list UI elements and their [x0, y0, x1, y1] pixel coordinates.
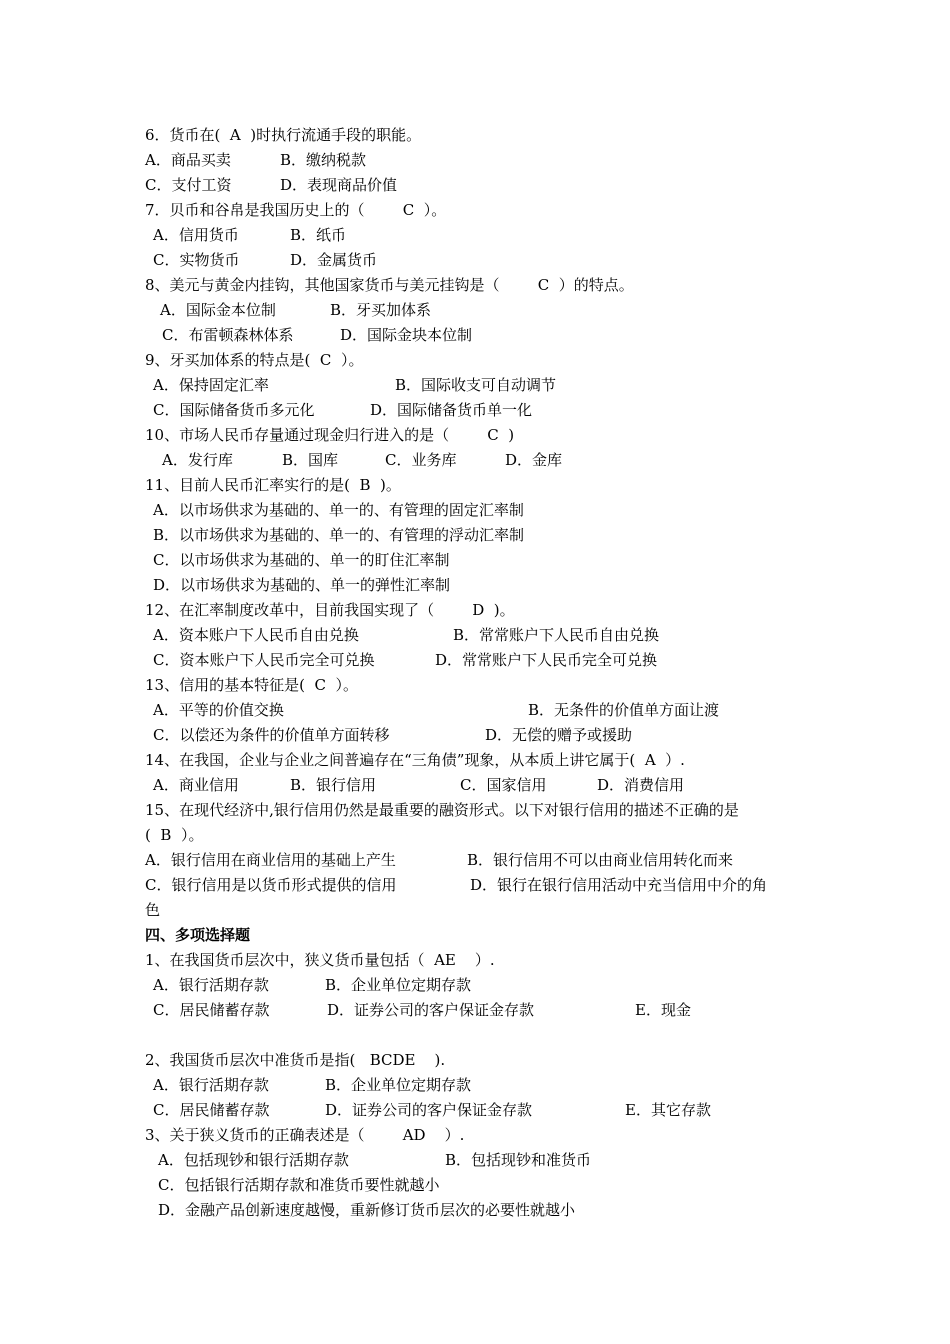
answer-option: A．商品买卖 — [145, 151, 231, 169]
question-line: ( B ）。 — [145, 826, 204, 844]
answer-option: A．保持固定汇率 — [153, 376, 269, 394]
question-line: 9、牙买加体系的特点是( C ）。 — [145, 351, 364, 369]
answer-option: C．国际储备货币多元化 — [153, 401, 315, 419]
answer-option: A．以市场供求为基础的、单一的、有管理的固定汇率制 — [153, 501, 524, 519]
answer-option: D．金属货币 — [290, 251, 378, 269]
answer-option: A．平等的价值交换 — [153, 701, 284, 719]
answer-option: A．银行活期存款 — [153, 976, 269, 994]
question-line: 15、在现代经济中,银行信用仍然是最重要的融资形式。以下对银行信用的描述不正确的是 — [145, 801, 739, 819]
answer-option: A．发行库 — [162, 451, 233, 469]
answer-option: D．金融产品创新速度越慢，重新修订货币层次的必要性就越小 — [158, 1201, 576, 1219]
section-heading: 四、多项选择题 — [145, 926, 251, 944]
answer-option: D．消费信用 — [597, 776, 685, 794]
answer-option: B．国库 — [282, 451, 339, 469]
answer-option: B．企业单位定期存款 — [325, 976, 472, 994]
answer-option: D．无偿的赠予或援助 — [485, 726, 633, 744]
answer-option: D．国际储备货币单一化 — [370, 401, 533, 419]
question-line: 14、在我国，企业与企业之间普遍存在“三角债”现象，从本质上讲它属于( A ）. — [145, 751, 685, 769]
answer-option: C．以偿还为条件的价值单方面转移 — [153, 726, 390, 744]
answer-option: C．包括银行活期存款和准货币要性就越小 — [158, 1176, 440, 1194]
answer-option: B．无条件的价值单方面让渡 — [528, 701, 720, 719]
answer-option: B．国际收支可自动调节 — [395, 376, 557, 394]
answer-option: B．常常账户下人民币自由兑换 — [453, 626, 660, 644]
answer-option: C．支付工资 — [145, 176, 232, 194]
answer-option: A．商业信用 — [153, 776, 239, 794]
answer-option: D．证券公司的客户保证金存款 — [327, 1001, 535, 1019]
question-line: 7．贝币和谷帛是我国历史上的（ C ）。 — [145, 201, 447, 219]
answer-option: C．银行信用是以货币形式提供的信用 — [145, 876, 397, 894]
answer-option: A．银行信用在商业信用的基础上产生 — [145, 851, 396, 869]
answer-option: A．国际金本位制 — [160, 301, 276, 319]
answer-option: B．以市场供求为基础的、单一的、有管理的浮动汇率制 — [153, 526, 525, 544]
question-line: 3、关于狭义货币的正确表述是（ AD ）. — [145, 1126, 465, 1144]
answer-option: D．以市场供求为基础的、单一的弹性汇率制 — [153, 576, 451, 594]
answer-option: B．包括现钞和准货币 — [445, 1151, 592, 1169]
answer-option: C．居民储蓄存款 — [153, 1101, 270, 1119]
answer-option: D．证券公司的客户保证金存款 — [325, 1101, 533, 1119]
answer-option: D．银行在银行信用活动中充当信用中介的角 — [470, 876, 768, 894]
question-line: 11、目前人民币汇率实行的是( B )。 — [145, 476, 401, 494]
answer-option: B．缴纳税款 — [280, 151, 367, 169]
answer-option: A．资本账户下人民币自由兑换 — [153, 626, 359, 644]
answer-option: C．布雷顿森林体系 — [162, 326, 294, 344]
answer-option: A．包括现钞和银行活期存款 — [158, 1151, 349, 1169]
answer-option: D．表现商品价值 — [280, 176, 398, 194]
question-line: 6．货币在( A )时执行流通手段的职能。 — [145, 126, 422, 144]
answer-option: D．常常账户下人民币完全可兑换 — [435, 651, 658, 669]
answer-option: A．银行活期存款 — [153, 1076, 269, 1094]
answer-option: B．纸币 — [290, 226, 347, 244]
answer-option: C．实物货币 — [153, 251, 240, 269]
answer-option: C．业务库 — [385, 451, 457, 469]
answer-option: B．银行信用不可以由商业信用转化而来 — [467, 851, 734, 869]
answer-option: C．资本账户下人民币完全可兑换 — [153, 651, 375, 669]
question-line: 13、信用的基本特征是( C ）。 — [145, 676, 358, 694]
answer-option: C．以市场供求为基础的、单一的盯住汇率制 — [153, 551, 450, 569]
question-line: 1、在我国货币层次中，狭义货币量包括（ AE ）. — [145, 951, 495, 969]
question-line: 2、我国货币层次中准货币是指( BCDE ). — [145, 1051, 446, 1069]
question-line: 10、市场人民币存量通过现金归行进入的是（ C ) — [145, 426, 515, 444]
answer-option: B．企业单位定期存款 — [325, 1076, 472, 1094]
answer-option: E．其它存款 — [625, 1101, 711, 1119]
answer-option: B．牙买加体系 — [330, 301, 432, 319]
answer-option: D．金库 — [505, 451, 563, 469]
answer-option: D．国际金块本位制 — [340, 326, 473, 344]
question-line: 8、美元与黄金内挂钩，其他国家货币与美元挂钩是（ C ）的特点。 — [145, 276, 634, 294]
question-line: 色 — [145, 901, 161, 919]
answer-option: E．现金 — [635, 1001, 691, 1019]
answer-option: A．信用货币 — [153, 226, 239, 244]
question-line: 12、在汇率制度改革中，目前我国实现了（ D )。 — [145, 601, 515, 619]
answer-option: C．国家信用 — [460, 776, 547, 794]
answer-option: B．银行信用 — [290, 776, 377, 794]
answer-option: C．居民储蓄存款 — [153, 1001, 270, 1019]
